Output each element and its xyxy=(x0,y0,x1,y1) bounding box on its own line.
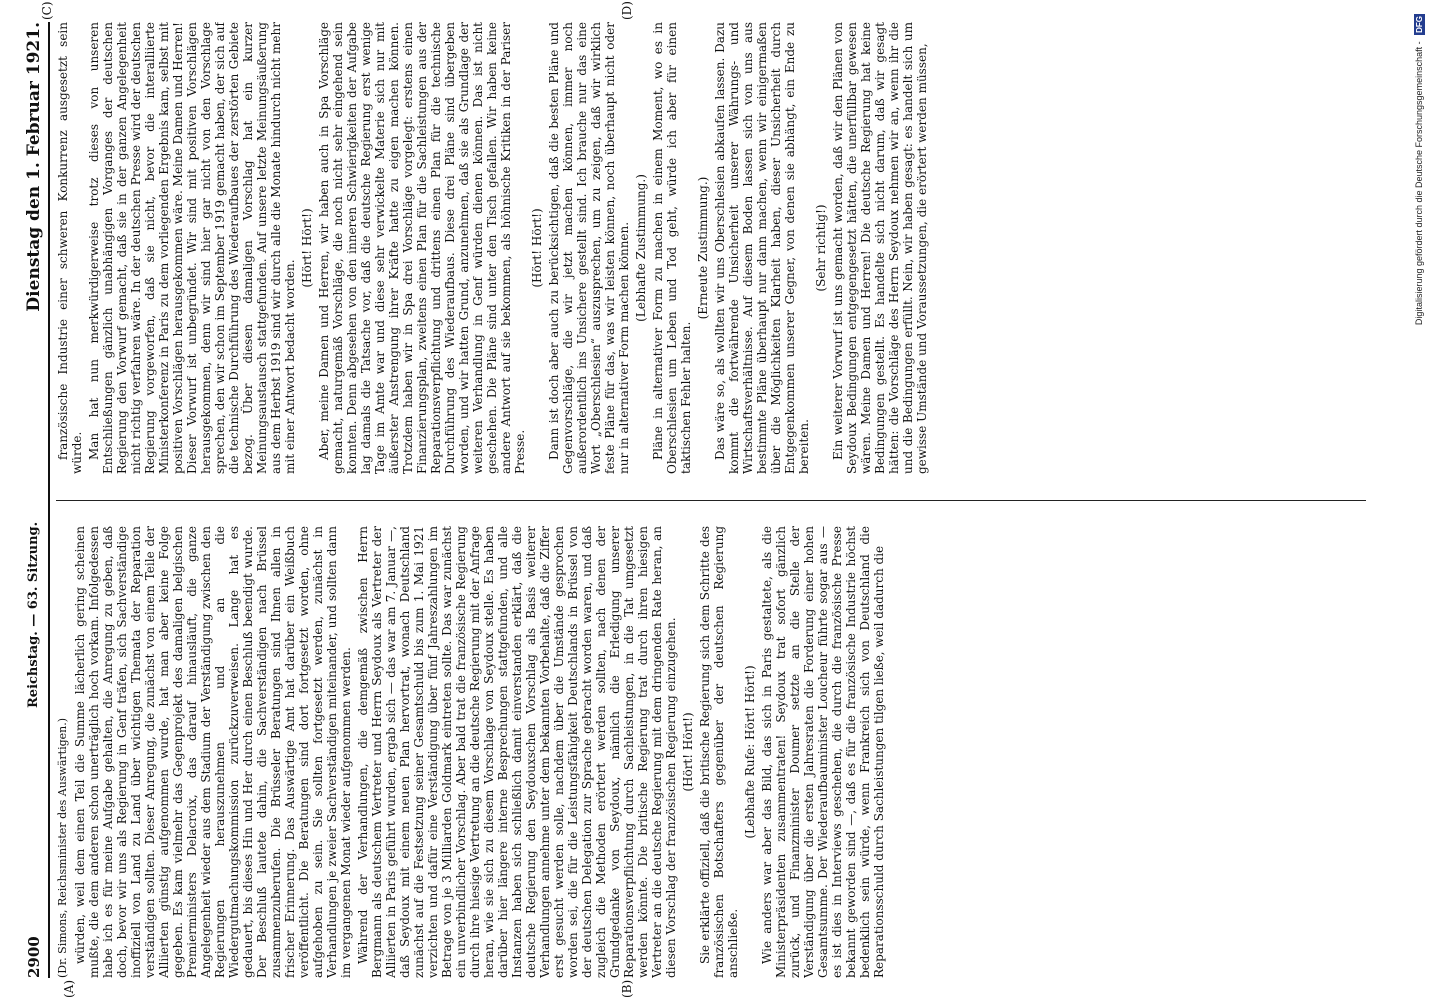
paragraph: Ein weiterer Vorwurf ist uns gemacht worden, daß wir den Plänen von Seydoux Bedingungen entgegengesetzt hätten, die unerfüllbar gewesen wären. Meine Damen und Herren! Die deutsche Regierung hat keine Bedingungen gestellt. Es handelte sich nicht darum, daß wir gesagt hätten: die Vorschläge des Herrn Seydoux nehmen wir an, wenn ihr die und die Bedingungen erfüllt. Nein, wir haben gesagt: es handelt sich um gewisse Umstände und Voraussetzungen, die erörtert werden müssen, xyxy=(831,22,929,474)
paragraph: Während der Verhandlungen, die demgemäß zwischen Herrn Bergmann als deutschem Vertreter und Herrn Seydoux als Vertreter der Alliierten in Paris geführt wurden, ergab sich — das war am 7. Januar —, daß Seydoux mit einem neuen Plan hervortrat, wonach Deutschland zunächst auf die Festsetzung seiner Gesamtschuld bis zum 1. Mai 1921 verzichten und dafür eine Verständigung über fünf Jahreszahlungen im Betrage von je 3 Milliarden Goldmark eintreten sollte. Das war zunächst ein unverbindlicher Vorschlag. Aber bald trat die französische Regierung durch ihre hiesige Vertretung an die deutsche Regierung mit der Anfrage heran, wie sie sich zu diesem Vorschlage von Seydoux stelle. Es haben darüber hier längere interne Besprechungen stattgefunden, und alle Instanzen haben sich schließlich damit einverstanden erklärt, daß die deutsche Regierung den Seydouxschen Vorschlag als Basis weiterer Verhandlungen annehme unter dem bekannten Vorbehalte, daß die Ziffer erst gesucht werden solle, nachdem über die Umstände gesprochen worden sei, die für die Leistungsfähigkeit Deutschlands in Brüssel von der deutschen Delegation zur Sprache gebracht worden waren, und daß zugleich die Methoden erörtert werden sollten, nach denen der Grundgedanke von Seydoux, nämlich die Erledigung unserer Reparationsverpflichtung durch Sachleistungen, in die Tat umgesetzt werden könnte. Die britische Regierung trat durch ihren hiesigen Vertreter an die deutsche Regierung mit dem dringenden Rate heran, an diesen Vorschlag der französischen Regierung einzugehen. xyxy=(356,526,678,978)
paragraph: Das wäre so, als wollten wir uns Oberschlesien abkaufen lassen. Dazu kommt die fortwährende Unsicherheit unserer Währungs- und Wirtschaftsverhältnisse. Auf diesem Boden lassen sich von uns aus bestimmte Pläne überhaupt nur dann machen, wenn wir einigermaßen über die Möglichkeiten Klarheit haben, dieser Unsicherheit durch Entgegenkommen unserer Gegner, von denen sie abhängt, ein Ende zu bereiten. xyxy=(713,22,811,474)
interjection: (Sehr richtig!) xyxy=(814,204,828,292)
digitization-note xyxy=(1404,0,1434,1000)
interjection: (Hört! Hört!) xyxy=(530,208,544,288)
digitization-note-text-wrap xyxy=(1404,0,1434,1000)
paragraph: Man hat nun merkwürdigerweise trotz dieses von unseren Entschließungen gänzlich unabhängigen Vorganges der deutschen Regierung den Vorwurf gemacht, daß sie in der ganzen Angelegenheit nicht richtig verfahren wäre. In der deutschen Presse wird der deutschen Regierung vorgeworfen, daß sie nicht, bevor die interalliierte Ministerkonferenz in Paris zu dem vorliegenden Ergebnis kam, selbst mit positiven Vorschlägen herausgekommen wäre. Meine Damen und Herren! Dieser Vorwurf ist unbegründet. Wir sind mit positiven Vorschlägen herausgekommen, denn wir sind hier gar nicht von den Vorschlage sprechen, den wir schon im September 1919 gemacht haben, der sich auf die technische Durchführung des Wiederaufbaues der zerstörten Gebiete bezog. Über diesen damaligen Vorschlag hat ein kurzer Meinungsaustausch stattgefunden. Auf unsere letzte Meinungsäußerung aus dem Herbst 1919 sind wir durch alle die Monate hindurch nicht mehr mit einer Antwort bedacht worden. xyxy=(87,22,297,474)
session-date: Dienstag den 1. Februar 1921. xyxy=(24,22,44,312)
paragraph: Dann ist doch aber auch zu berücksichtigen, daß die besten Pläne und Gegenvorschläge, die wir jetzt machen können, immer noch außerordentlich ins Unsichere gestellt sind. Ich brauche nur das eine Wort „Oberschlesien“ auszusprechen, um zu zeigen, daß wir wirklich feste Pläne für das, was wir leisten können, noch überhaupt nicht oder nur in alternativer Form machen können. xyxy=(547,22,631,474)
margin-marker-c: (C) xyxy=(40,1,54,20)
page-header xyxy=(20,22,50,978)
speaker-note: (Dr. Simons, Reichsminister des Auswärtigen.) xyxy=(56,717,69,978)
dfg-logo: DFG xyxy=(1415,16,1425,33)
margin-marker-d: (D) xyxy=(620,1,634,20)
interjection: (Hört! Hört!) xyxy=(300,208,314,288)
paragraph: französische Industrie einer schweren Konkurrenz ausgesetzt sein würde. xyxy=(56,22,84,474)
digitization-credit: Digitalisierung gefördert durch die Deutsche Forschungsgemeinschaft - xyxy=(1414,41,1424,326)
column-divider xyxy=(56,500,1366,501)
paragraph: Pläne in alternativer Form zu machen in einem Moment, wo es in Oberschlesien um Leben und Tod geht, würde ich aber für einen taktischen Fehler halten. xyxy=(651,22,693,474)
page-number: 2900 xyxy=(25,936,43,978)
interjection: (Lebhafte Zustimmung.) xyxy=(634,174,648,322)
paragraph: Aber, meine Damen und Herren, wir haben auch in Spa Vorschläge gemacht, naturgemäß Vorschläge, die noch nicht sehr eingehend sein konnten. Denn abgesehen von den inneren Schwierigkeiten der Aufgabe lag damals die Tatsache vor, daß die deutsche Regierung erst wenige Tage im Amte war und diese sehr verwickelte Materie sich nur mit äußerster Anstrengung ihrer Kräfte hatte zu eigen machen können. Trotzdem haben wir in Spa drei Vorschläge vorgelegt: erstens einen Finanzierungsplan, zweitens einen Plan für die Sachleistungen aus der Reparationsverpflichtung und drittens einen Plan für die technische Durchführung des Wiederaufbaus. Diese drei Pläne sind übergeben worden, und wir hatten Grund, anzunehmen, daß sie als Grundlage der weiteren Verhandlung in Genf würden dienen können. Das ist nicht geschehen. Die Pläne sind unter den Tisch gefallen. Wir haben keine andere Antwort auf sie bekommen, als höhnische Kritiken in der Pariser Presse. xyxy=(317,22,527,474)
paragraph: würden, weil dem einen Teil die Summe lächerlich gering scheinen mußte, die dem anderen schon unerträglich hoch vorkam. Infolgedessen habe ich es für meine Aufgabe gehalten, die Anregung zu geben, daß doch, bevor wir uns als Regierung in Genf träfen, sich Sachverständige inoffiziell von Land zu Land über wichtigen Themata der Reparation verständigen sollten. Dieser Anregung, die zunächst von einem Teile der Alliierten günstig aufgenommen wurde, hat man aber keine Folge gegeben. Es kam vielmehr das Gegenprojekt des damaligen belgischen Premierministers Delacroix, das darauf hinausläuft, die ganze Angelegenheit wieder aus dem Stadium der Verständigung zwischen den Regierungen herauszunehmen und an die Wiedergutmachungskommission zurückzuverweisen. Lange hat es gedauert, bis dieses Hin und Her durch einen Beschluß beendigt wurde. Der Beschluß lautete dahin, die Sachverständigen nach Brüssel zusammenzuberufen. Die Brüsseler Beratungen sind Ihnen allen in frischer Erinnerung. Das Auswärtige Amt hat darüber ein Weißbuch veröffentlicht. Die Beratungen sind dort fortgesetzt worden, ohne aufgehoben zu sein. Sie sollten fortgesetzt werden, zunächst in Verhandlungen je zweier Sachverständigen miteinander, und sollten dann im vergangenen Monat wieder aufgenommen werden. xyxy=(73,526,353,978)
margin-marker-b: (B) xyxy=(620,979,634,998)
right-column xyxy=(56,22,1366,474)
interjection: (Hört! Hört!) xyxy=(681,712,695,792)
left-column xyxy=(56,526,1366,978)
interjection: (Erneute Zustimmung.) xyxy=(696,176,710,320)
running-title: Reichstag. — 63. Sitzung. xyxy=(26,521,41,708)
paragraph: Wie anders war aber das Bild, das sich in Paris gestaltete, als die Ministerpräsidenten zusammentraten! Seydoux trat sofort gänzlich zurück, und Finanzminister Doumer setzte an die Stelle der Verständigung über die ersten Jahresraten die Forderung einer hohen Gesamtsumme. Der Wiederaufbauminister Loucheur führte sogar aus — es ist dies in Interviews geschehen, die durch die französische Presse bekannt geworden sind —, daß es für die französische Industrie höchst bedenklich sein würde, wenn Frankreich sich von Deutschland die Reparationsschuld durch Sachleistungen tilgen ließe, weil dadurch die xyxy=(760,526,886,978)
margin-marker-a: (A) xyxy=(62,979,76,998)
interjection: (Lebhafte Rufe: Hört! Hört!) xyxy=(743,665,757,839)
paragraph: Sie erklärte offiziell, daß die britische Regierung sich dem Schritte des französischen Botschafters gegenüber der deutschen Regierung anschließe. xyxy=(698,526,740,978)
